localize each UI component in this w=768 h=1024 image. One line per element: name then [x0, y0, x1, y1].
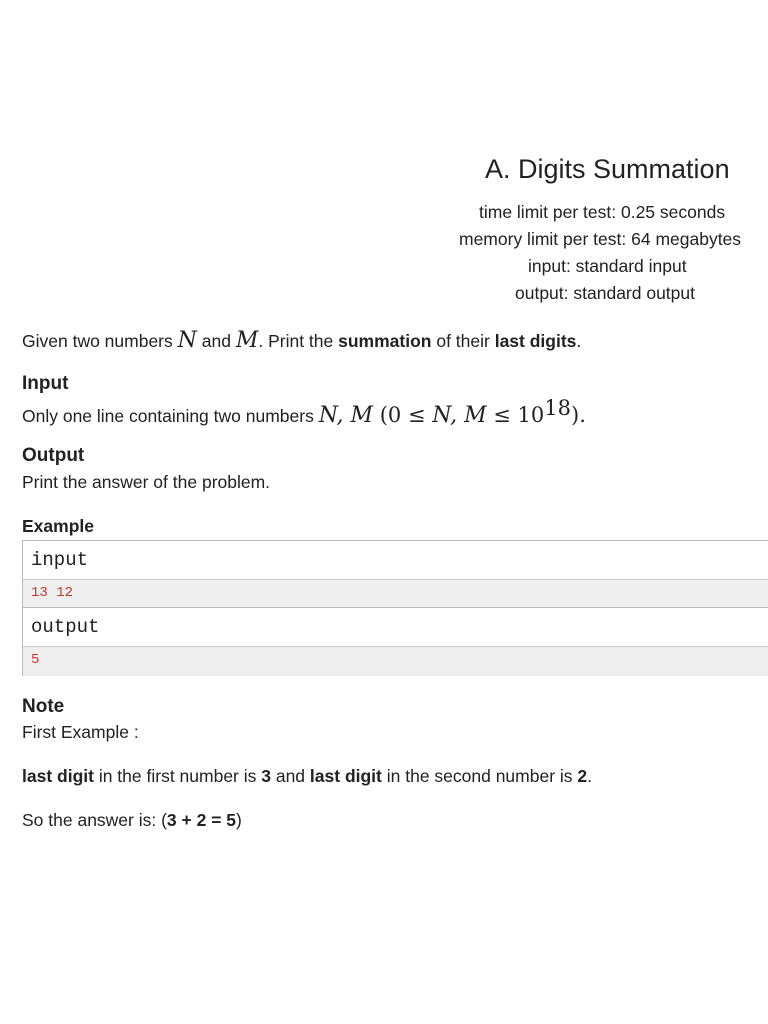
example-title: Example [22, 516, 94, 536]
note-bold: 3 + 2 = 5 [166, 810, 237, 830]
example-output-label: output [23, 608, 768, 646]
input-section-text [22, 396, 586, 428]
statement-text: and [196, 331, 236, 351]
note-text: and [270, 766, 310, 786]
time-limit: time limit per test: 0.25 seconds [479, 202, 726, 222]
math-exponent: 18 [544, 396, 572, 420]
statement-text: . Print the [258, 331, 339, 351]
note-text: . [587, 766, 593, 786]
statement-text: . [576, 331, 582, 351]
note-bold: last digit [22, 766, 94, 786]
note-bold: last digit [309, 766, 382, 786]
example-input-value[interactable]: 13 12 [23, 579, 768, 608]
output-section-title: Output [22, 445, 85, 466]
statement-text: of their [431, 331, 495, 351]
note-bold: 3 [261, 766, 271, 786]
example-box [22, 540, 768, 676]
input-file: input: standard input [528, 256, 687, 276]
math-le: ≤ 10 [486, 402, 545, 427]
problem-statement [22, 328, 581, 353]
input-text: Only one line containing two numbers [22, 405, 319, 426]
note-bold: 2 [577, 766, 588, 786]
memory-limit: memory limit per test: 64 megabytes [459, 229, 742, 249]
note-text: in the second number is [381, 766, 578, 786]
math-close: ). [571, 402, 586, 427]
note-line [22, 766, 592, 787]
output-section-text: Print the answer of the problem. [22, 472, 271, 492]
note-section-title: Note [22, 696, 65, 717]
output-file: output: standard output [515, 283, 695, 303]
statement-bold: last digits [494, 331, 577, 351]
note-line [22, 810, 242, 831]
note-line: First Example : [22, 722, 139, 742]
example-output-value[interactable]: 5 [23, 646, 768, 676]
input-section-title: Input [22, 373, 69, 394]
problem-title: A. Digits Summation [485, 154, 730, 184]
math-open: (0 ≤ [373, 402, 433, 427]
math-m: M [235, 328, 259, 353]
math-n: N [177, 328, 197, 353]
example-input-label: input [23, 541, 768, 579]
note-text: in the first number is [93, 766, 262, 786]
problem-header [0, 0, 768, 310]
note-text: So the answer is: ( [22, 810, 167, 830]
math-nm: N, M [432, 402, 487, 428]
math-nm: N, M [318, 402, 374, 428]
note-text: ) [236, 810, 242, 830]
statement-bold: summation [338, 331, 432, 351]
statement-text: Given two numbers [22, 331, 178, 351]
